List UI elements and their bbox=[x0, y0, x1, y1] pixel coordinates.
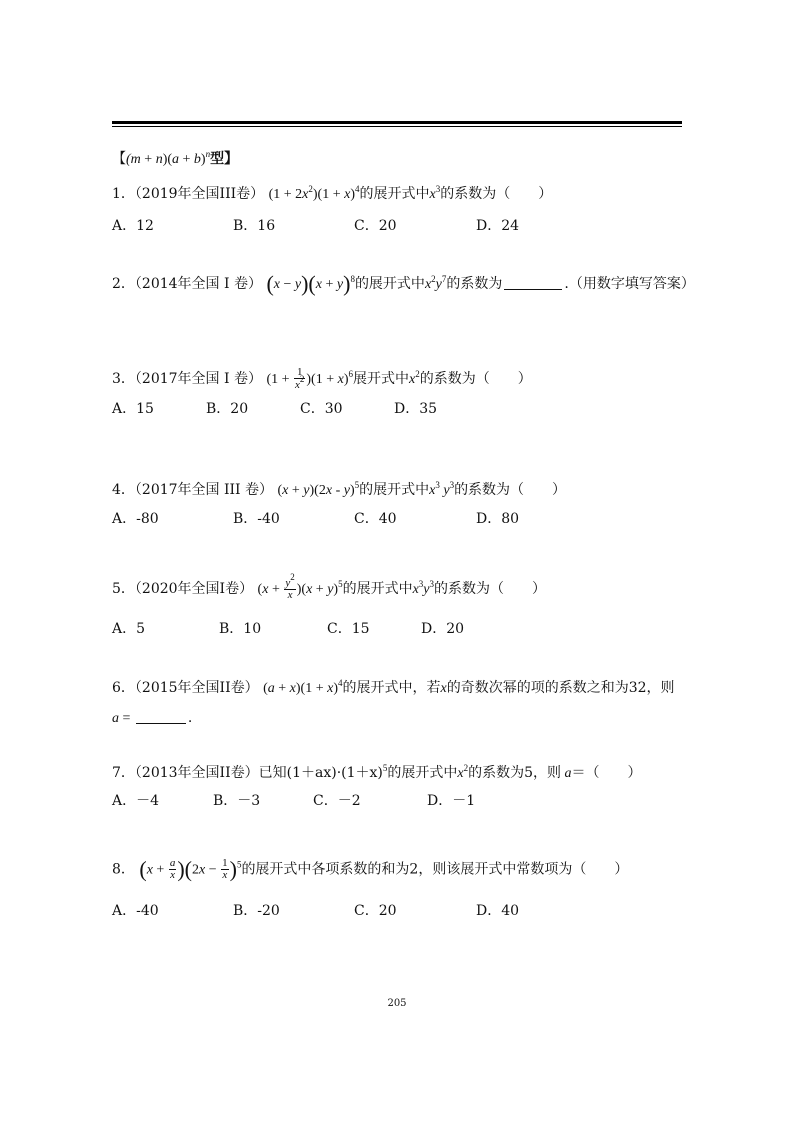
q3-option-a: A．15 bbox=[112, 401, 154, 417]
question-6-line-2: a = . bbox=[112, 710, 193, 726]
q4-option-c: C．40 bbox=[354, 511, 397, 527]
q7-option-c: C．－2 bbox=[313, 793, 361, 809]
q5-option-a: A．5 bbox=[112, 621, 146, 637]
q5-option-c: C．15 bbox=[327, 621, 370, 637]
q4-option-a: A．-80 bbox=[112, 511, 159, 527]
q8-option-b: B．-20 bbox=[233, 903, 280, 919]
header-rule-thin bbox=[112, 126, 682, 127]
q6-answer-blank bbox=[136, 711, 186, 724]
q1-option-d: D．24 bbox=[476, 218, 520, 234]
q1-option-a: A．12 bbox=[112, 218, 154, 234]
question-5: 5．（2020年全国I卷） (x + $\frac{y^2}{x}$ )$(x + y)^5$的展开式中$x^3y^3$的系数为（ ） bbox=[112, 572, 547, 601]
question-2: 2．（2014年全国 I 卷） $(x - y)(x + y)^8$的展开式中$x^2y^7$的系数为 .（用数字填写答案） bbox=[112, 271, 695, 296]
q8-option-d: D．40 bbox=[476, 903, 520, 919]
question-1: 1．（2019年全国III卷） $(1 + 2x^2)(1 + x)^4$的展开式中$x^3$的系数为（ ） bbox=[112, 184, 553, 202]
section-title: 【$(m + n)(a + b)^n$型】 bbox=[112, 149, 239, 167]
q5-option-d: D．20 bbox=[421, 621, 465, 637]
q8-option-c: C．20 bbox=[354, 903, 397, 919]
question-3: 3．（2017年全国 I 卷） (1 + $\frac{1}{x^2}$ )$(1 + x)^6$展开式中$x^2$的系数为（ ） bbox=[112, 366, 532, 391]
q8-option-a: A．-40 bbox=[112, 903, 159, 919]
q3-option-b: B．20 bbox=[206, 401, 249, 417]
q3-option-d: D．35 bbox=[394, 401, 438, 417]
q1-option-c: C．20 bbox=[354, 218, 397, 234]
q1-option-b: B．16 bbox=[233, 218, 276, 234]
q2-answer-blank bbox=[504, 277, 562, 290]
q5-option-b: B．10 bbox=[219, 621, 262, 637]
q3-option-c: C．30 bbox=[300, 401, 343, 417]
question-8: 8． (x + $\frac{a}{x}$ )(2x − $\frac{1}{x}$ )$^5$的展开式中各项系数的和为2，则该展开式中常数项为（ ） bbox=[112, 856, 629, 882]
q4-option-d: D．80 bbox=[476, 511, 520, 527]
page-number: 205 bbox=[387, 998, 407, 1009]
question-4: 4．（2017年全国 III 卷） (x + y)(2x - y)$^5$的展开式中$x^3$ $y^3$的系数为（ ） bbox=[112, 480, 567, 498]
header-rule-thick bbox=[112, 121, 682, 124]
question-7: 7．（2013年全国II卷）已知$(1+ax)\cdot(1+x)^5$的展开式中$x^2$的系数为5，则 a＝（ ） bbox=[112, 763, 642, 781]
q7-option-b: B．－3 bbox=[213, 793, 261, 809]
q4-option-b: B．-40 bbox=[233, 511, 280, 527]
q7-option-d: D．－1 bbox=[427, 793, 476, 809]
question-6: 6．（2015年全国II卷） $(a + x)(1 + x)^4$的展开式中，若x的奇数次幂的项的系数之和为32，则 bbox=[112, 678, 675, 696]
q7-option-a: A．－4 bbox=[112, 793, 160, 809]
